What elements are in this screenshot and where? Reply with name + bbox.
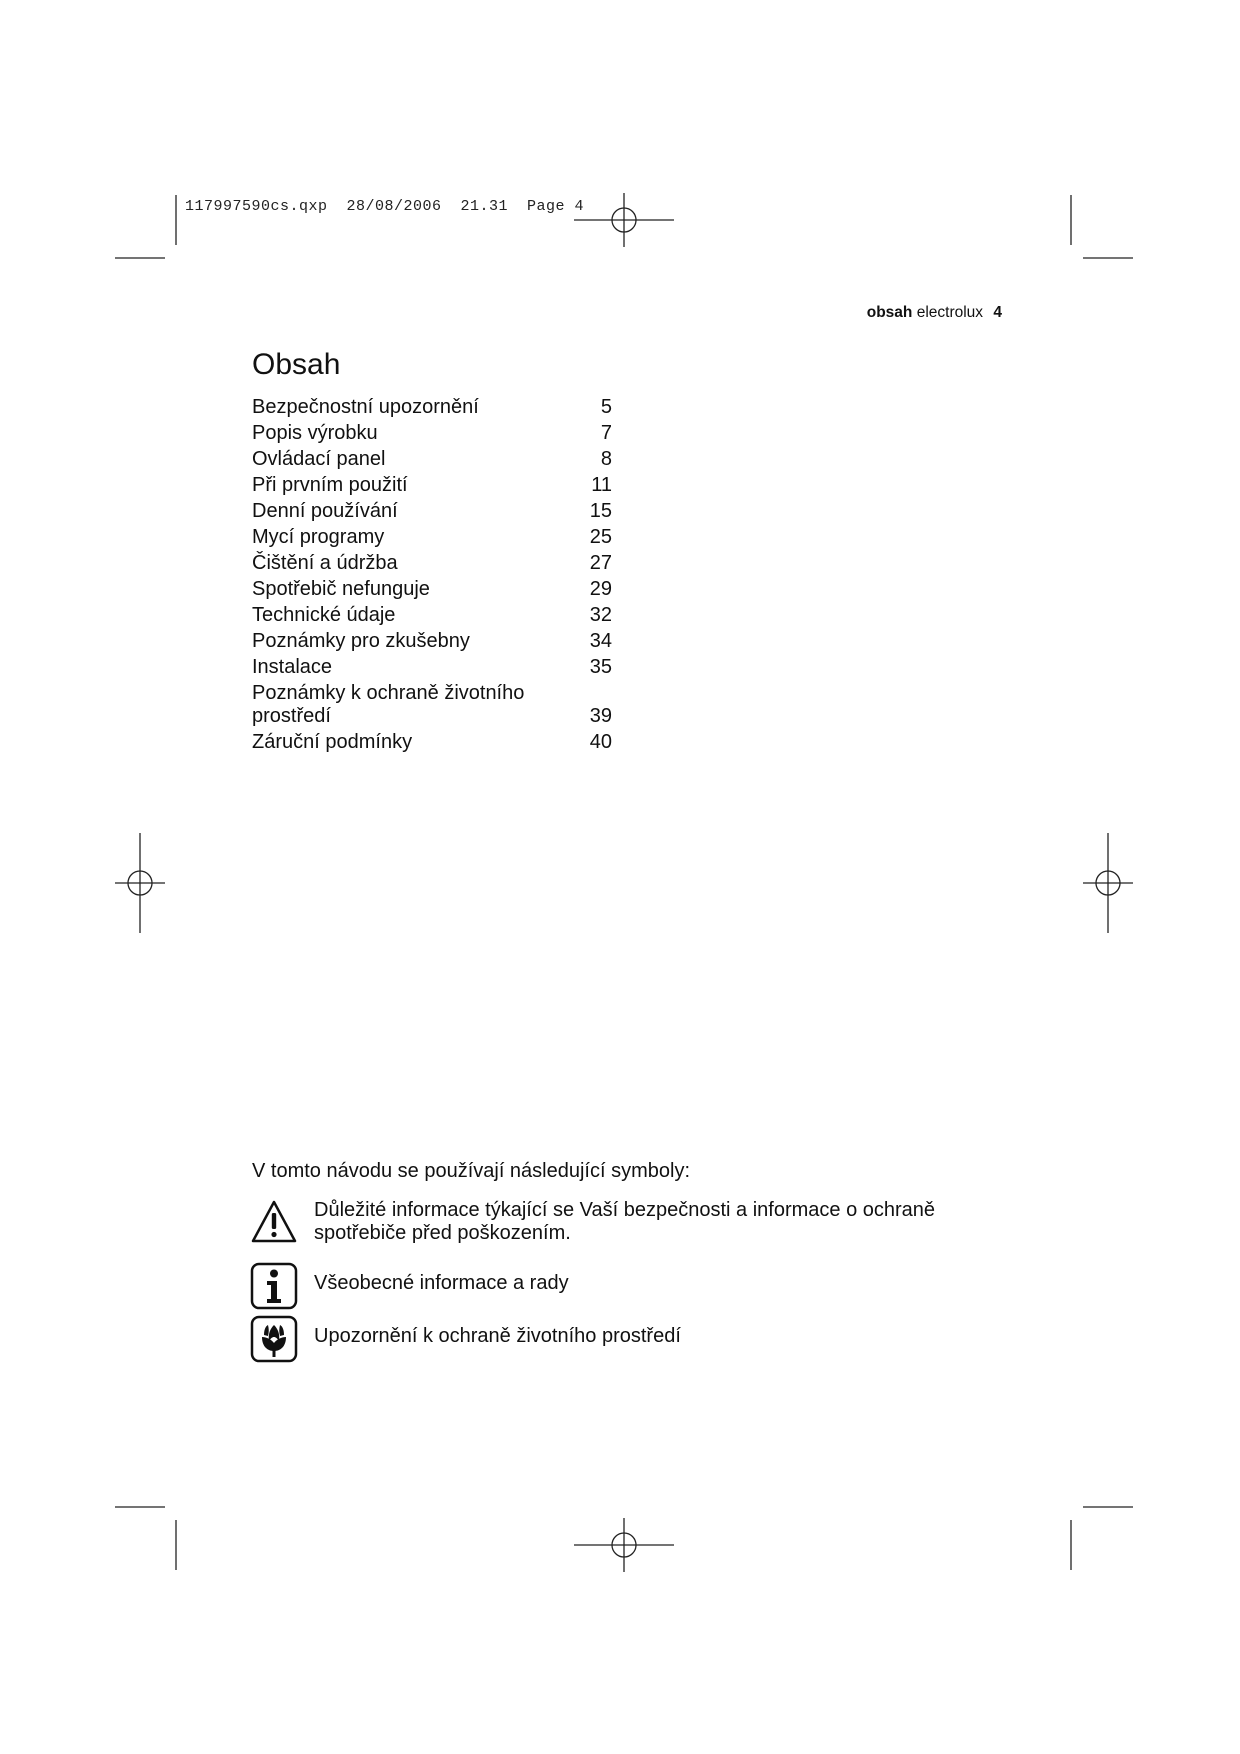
toc-entry (252, 682, 612, 731)
toc-label: Čištění a údržba (252, 552, 398, 574)
warning-icon (250, 1199, 298, 1245)
toc-page: 11 (591, 474, 612, 496)
toc-entry (252, 448, 612, 474)
toc-label: Popis výrobku (252, 422, 378, 444)
toc-page: 32 (589, 604, 612, 626)
info-icon (250, 1262, 298, 1310)
toc-page: 5 (600, 396, 612, 418)
toc-page: 8 (600, 448, 612, 470)
symbol-row-warning (250, 1199, 994, 1245)
toc-label: Technické údaje (252, 604, 396, 626)
running-head (867, 304, 1002, 322)
toc-entry (252, 526, 612, 552)
toc-label: Instalace (252, 656, 333, 678)
symbol-text-warning: Důležité informace týkající se Vaší bezpečnosti a informace o ochraně spotřebiče před poškozením. (314, 1199, 936, 1244)
symbols-intro: V tomto návodu se používají následující symboly: (252, 1160, 691, 1182)
page-title: Obsah (252, 348, 341, 381)
toc-entry (252, 422, 612, 448)
toc-label: Poznámky pro zkušebny (252, 630, 470, 652)
toc-entry (252, 630, 612, 656)
toc-page: 7 (600, 422, 612, 444)
toc-entry (252, 552, 612, 578)
toc-label: Spotřebič nefunguje (252, 578, 430, 600)
running-head-brand: electrolux (916, 304, 984, 321)
toc-label: Bezpečnostní upozornění (252, 396, 479, 418)
toc-entry (252, 396, 612, 422)
toc-label: Poznámky k ochraně životního prostředí (252, 682, 525, 727)
toc-entry (252, 731, 612, 757)
table-of-contents (252, 396, 612, 757)
toc-label: Denní používání (252, 500, 398, 522)
toc-label: Mycí programy (252, 526, 385, 548)
toc-page: 27 (589, 552, 612, 574)
running-head-section: obsah (866, 304, 913, 321)
toc-entry (252, 656, 612, 682)
environment-icon (250, 1315, 298, 1363)
toc-page: 35 (589, 656, 612, 678)
symbol-text-environment: Upozornění k ochraně životního prostředí (314, 1325, 681, 1347)
toc-label: Záruční podmínky (252, 731, 413, 753)
toc-entry (252, 500, 612, 526)
toc-page: 40 (589, 731, 612, 753)
toc-label: Ovládací panel (252, 448, 386, 470)
toc-page: 15 (589, 500, 612, 522)
toc-entry (252, 578, 612, 604)
page-number: 4 (993, 304, 1002, 321)
print-slug: 117997590cs.qxp 28/08/2006 21.31 Page 4 (185, 198, 585, 215)
symbol-row-environment (250, 1315, 994, 1363)
toc-entry (252, 474, 612, 500)
symbol-row-info (250, 1262, 994, 1310)
toc-page: 34 (589, 630, 612, 652)
toc-entry (252, 604, 612, 630)
toc-page: 25 (589, 526, 612, 548)
symbol-text-info: Všeobecné informace a rady (314, 1272, 569, 1294)
toc-page: 39 (589, 705, 612, 727)
toc-label: Při prvním použití (252, 474, 408, 496)
toc-page: 29 (589, 578, 612, 600)
